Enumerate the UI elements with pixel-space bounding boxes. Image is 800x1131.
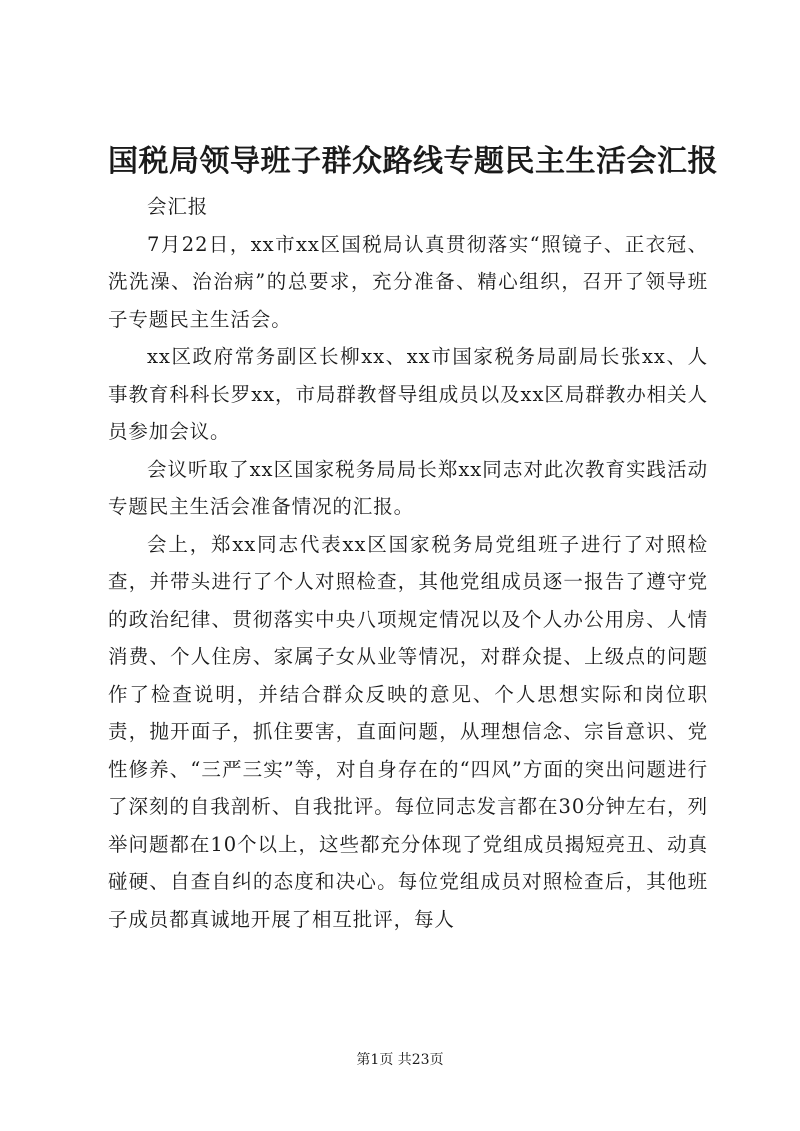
paragraph-3: xx区政府常务副区长柳xx、xx市国家税务局副局长张xx、人事教育科科长罗xx，市局群教督导组成员以及xx区局群教办相关人员参加会议。 [108,345,708,443]
page-footer [0,1050,800,1070]
page-number-label: 第1页 共23页 [356,1052,444,1068]
paragraph-5: 会上，郑xx同志代表xx区国家税务局党组班子进行了对照检查，并带头进行了个人对照检查，其他党组成员逐一报告了遵守党的政治纪律、贯彻落实中央八项规定情况以及个人办公用房、人情消费、个人住房、家属子女从业等情况，对群众提、上级点的问题作了检查说明，并结合群众反映的意见、个人思想实际和岗位职责，抛开面子，抓住要害，直面问题，从理想信念、宗旨意识、党性修养、“三严三实”等，对自身存在的“四风”方面的突出问题进行了深刻的自我剖析、自我批评。每位同志发言都在30分钟左右，列举问题都在10个以上，这些都充分体现了党组成员揭短亮丑、动真碰硬、自查自纠的态度和决心。每位党组成员对照检查后，其他班子成员都真诚地开展了相互批评，每人 [108,532,708,931]
document-title: 国税局领导班子群众路线专题民主生活会汇报 [108,144,718,179]
paragraph-1: 会汇报 [147,195,209,218]
document-body [108,188,708,938]
paragraph-2: 7月22日，xx市xx区国税局认真贯彻落实“照镜子、正衣冠、洗洗澡、治治病”的总要求，充分准备、精心组织，召开了领导班子专题民主生活会。 [108,232,708,331]
paragraph-4: 会议听取了xx区国家税务局局长郑xx同志对此次教育实践活动专题民主生活会准备情况的汇报。 [108,457,708,518]
